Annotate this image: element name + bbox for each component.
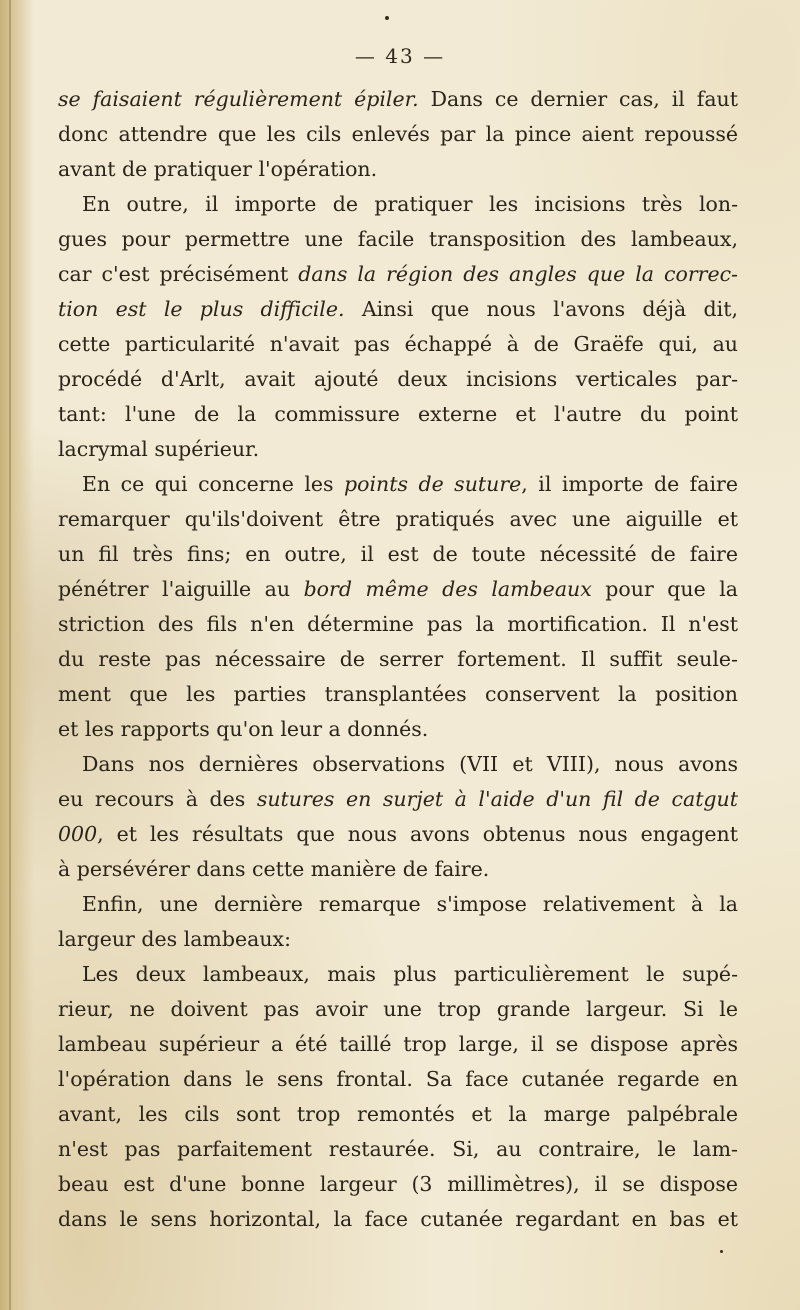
text-line [58, 1027, 738, 1062]
text-span: lambeau supérieur a été taillé trop large, il se dispose après [58, 1032, 738, 1056]
text-line [58, 467, 738, 502]
text-span: Enfin, une dernière remarque s'impose relativement à la [82, 892, 738, 916]
text-span: dans le sens horizontal, la face cutanée regardant en bas et [58, 1207, 738, 1231]
text-line [58, 1202, 738, 1237]
text-line [58, 677, 738, 712]
text-line [58, 537, 738, 572]
ink-speck [385, 16, 389, 20]
text-line [58, 257, 738, 292]
text-span: Dans ce dernier cas, il faut [418, 87, 738, 111]
text-line [58, 607, 738, 642]
italic-text: tion est le plus difficile. [58, 297, 345, 321]
italic-text: dans la région des angles que la correc- [298, 262, 738, 286]
text-span: gues pour permettre une facile transposition des lambeaux, [58, 227, 738, 251]
text-span: avant, les cils sont trop remontés et la marge palpébrale [58, 1102, 738, 1126]
text-line [58, 572, 738, 607]
text-line [58, 642, 738, 677]
text-line [58, 887, 738, 922]
text-span: , et les résultats que nous avons obtenus nous engagent [97, 822, 738, 846]
text-line [58, 82, 738, 117]
text-span: lacrymal supérieur. [58, 437, 260, 461]
text-span: du reste pas nécessaire de serrer fortement. Il suffit seule- [58, 647, 738, 671]
text-line [58, 117, 738, 152]
text-span: un fil très fins; en outre, il est de toute nécessité de faire [58, 542, 738, 566]
text-line [58, 1167, 738, 1202]
italic-text: sutures en surjet à l'aide d'un fil de catgut [256, 787, 738, 811]
text-line [58, 502, 738, 537]
text-line [58, 992, 738, 1027]
text-span: tant: l'une de la commissure externe et l'autre du point [58, 402, 738, 426]
page-binding-edge [0, 0, 34, 1310]
text-line [58, 852, 738, 887]
text-span: cette particularité n'avait pas échappé à de Graëfe qui, au [58, 332, 738, 356]
text-span: Ainsi que nous l'avons déjà dit, [344, 297, 738, 321]
text-line [58, 957, 738, 992]
body-text [58, 82, 738, 1237]
text-line [58, 1062, 738, 1097]
text-span: beau est d'une bonne largeur (3 millimètres), il se dispose [58, 1172, 738, 1196]
text-span: remarquer qu'ils'doivent être pratiqués avec une aiguille et [58, 507, 738, 531]
italic-text: se faisaient régulièrement épiler. [58, 87, 419, 111]
text-line [58, 1097, 738, 1132]
text-span: Dans nos dernières observations (VII et VIII), nous avons [82, 752, 738, 776]
text-line [58, 292, 738, 327]
text-line [58, 222, 738, 257]
text-line [58, 1132, 738, 1167]
text-line [58, 397, 738, 432]
text-line [58, 712, 738, 747]
page-number: — 43 — [354, 44, 446, 68]
text-span: pénétrer l'aiguille au [58, 577, 304, 601]
italic-text: bord même des lambeaux [303, 577, 592, 601]
text-line [58, 327, 738, 362]
text-span: En ce qui concerne les [82, 472, 344, 496]
text-span: largeur des lambeaux: [58, 927, 292, 951]
text-span: En outre, il importe de pratiquer les incisions très lon- [82, 192, 738, 216]
text-line [58, 432, 738, 467]
text-span: eu recours à des [58, 787, 257, 811]
text-span: Les deux lambeaux, mais plus particulièrement le supé- [82, 962, 738, 986]
text-line [58, 922, 738, 957]
text-span: à persévérer dans cette manière de faire. [58, 857, 490, 881]
text-line [58, 362, 738, 397]
text-line [58, 817, 738, 852]
text-span: striction des fils n'en détermine pas la mortification. Il n'est [58, 612, 738, 636]
text-span: donc attendre que les cils enlevés par la pince aient repoussé [58, 122, 738, 146]
text-line [58, 187, 738, 222]
text-span: et les rapports qu'on leur a donnés. [58, 717, 429, 741]
text-line [58, 152, 738, 187]
text-span: , il importe de faire [521, 472, 738, 496]
text-span: pour que la [591, 577, 738, 601]
text-span: ment que les parties transplantées conservent la position [58, 682, 738, 706]
text-span: procédé d'Arlt, avait ajouté deux incisions verticales par- [58, 367, 738, 391]
binding-crease [9, 0, 11, 1310]
italic-text: 000 [58, 822, 98, 846]
ink-speck [720, 1250, 723, 1253]
text-span: n'est pas parfaitement restaurée. Si, au contraire, le lam- [58, 1137, 738, 1161]
text-span: car c'est précisément [58, 262, 299, 286]
text-span: l'opération dans le sens frontal. Sa face cutanée regarde en [58, 1067, 738, 1091]
text-span: avant de pratiquer l'opération. [58, 157, 378, 181]
italic-text: points de suture [344, 472, 522, 496]
text-line [58, 747, 738, 782]
text-line [58, 782, 738, 817]
text-span: rieur, ne doivent pas avoir une trop grande largeur. Si le [58, 997, 738, 1021]
